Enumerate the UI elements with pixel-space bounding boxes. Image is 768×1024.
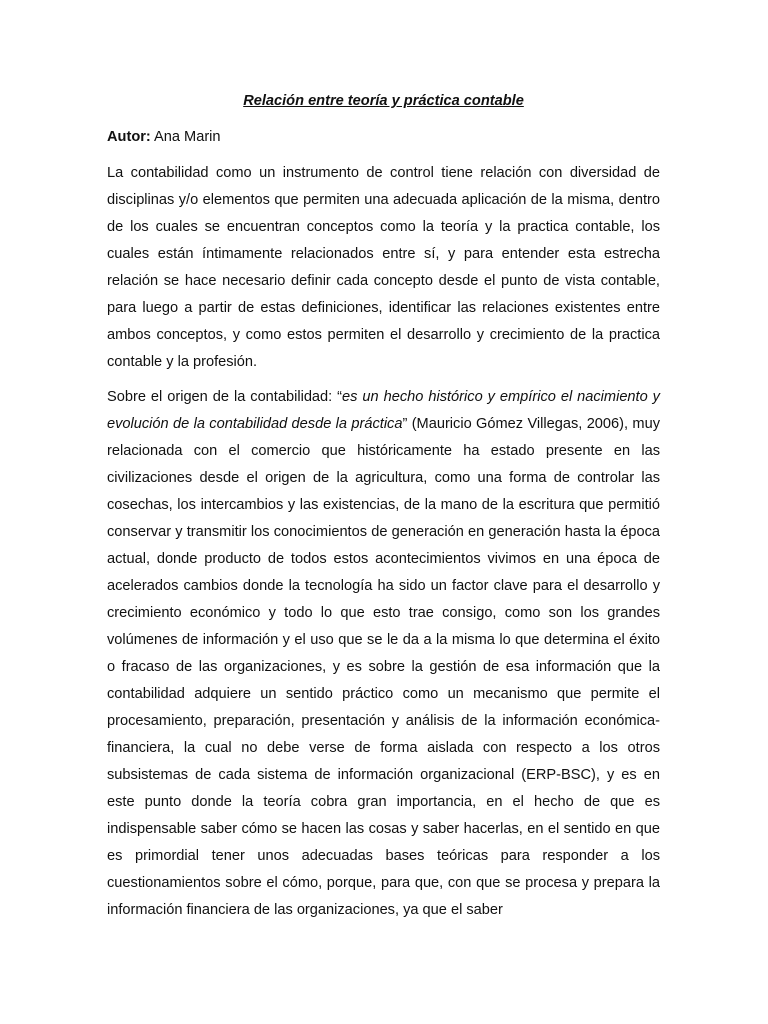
author-name: Ana Marin <box>150 129 221 145</box>
author-label: Autor: <box>107 129 151 145</box>
author-line <box>107 124 660 150</box>
paragraph-2-rest: ” (Mauricio Gómez Villegas, 2006), muy relacionada con el comercio que históricamente ha estado presente en las civilizaciones desde el origen de la agricultura, como una forma de controlar las cosechas, los intercambios y las existencias, de la mano de la escritura que permitió conservar y transmitir los conocimientos de generación en generación hasta la época actual, donde producto de todos estos acontecimientos vivimos en una época de acelerados cambios donde la tecnología ha sido un factor clave para el desarrollo y crecimiento económico y todo lo que esto trae consigo, como son los grandes volúmenes de información y el uso que se le da a la misma lo que determina el éxito o fracaso de las organizaciones, y es sobre la gestión de esa información que la contabilidad adquiere un sentido práctico como un mecanismo que permite el procesamiento, preparación, presentación y análisis de la información económica-financiera, la cual no debe verse de forma aislada con respecto a los otros subsistemas de cada sistema de información organizacional (ERP-BSC), y es en este punto donde la teoría cobra gran importancia, en el hecho de que es indispensable saber cómo se hacen las cosas y saber hacerlas, en el sentido en que es primordial tener unos adecuadas bases teóricas para responder a los cuestionamientos sobre el cómo, porque, para que, con que se procesa y prepara la información financiera de las organizaciones, ya que el saber <box>107 416 660 918</box>
paragraph-2-quote: es un hecho histórico y empírico el nacimiento y evolución de la contabilidad desde la práctica <box>107 389 660 432</box>
paragraph-1: La contabilidad como un instrumento de control tiene relación con diversidad de disciplinas y/o elementos que permiten una adecuada aplicación de la misma, dentro de los cuales se encuentran conceptos como la teoría y la practica contable, los cuales están íntimamente relacionados entre sí, y para entender esta estrecha relación se hace necesario definir cada concepto desde el punto de vista contable, para luego a partir de estas definiciones, identificar las relaciones existentes entre ambos conceptos, y como estos permiten el desarrollo y crecimiento de la practica contable y la profesión. <box>107 165 660 370</box>
document-page <box>107 88 660 932</box>
document-title: Relación entre teoría y práctica contable <box>243 93 524 109</box>
paragraph-2 <box>107 384 660 924</box>
paragraph-2-intro: Sobre el origen de la contabilidad: “ <box>107 389 343 405</box>
